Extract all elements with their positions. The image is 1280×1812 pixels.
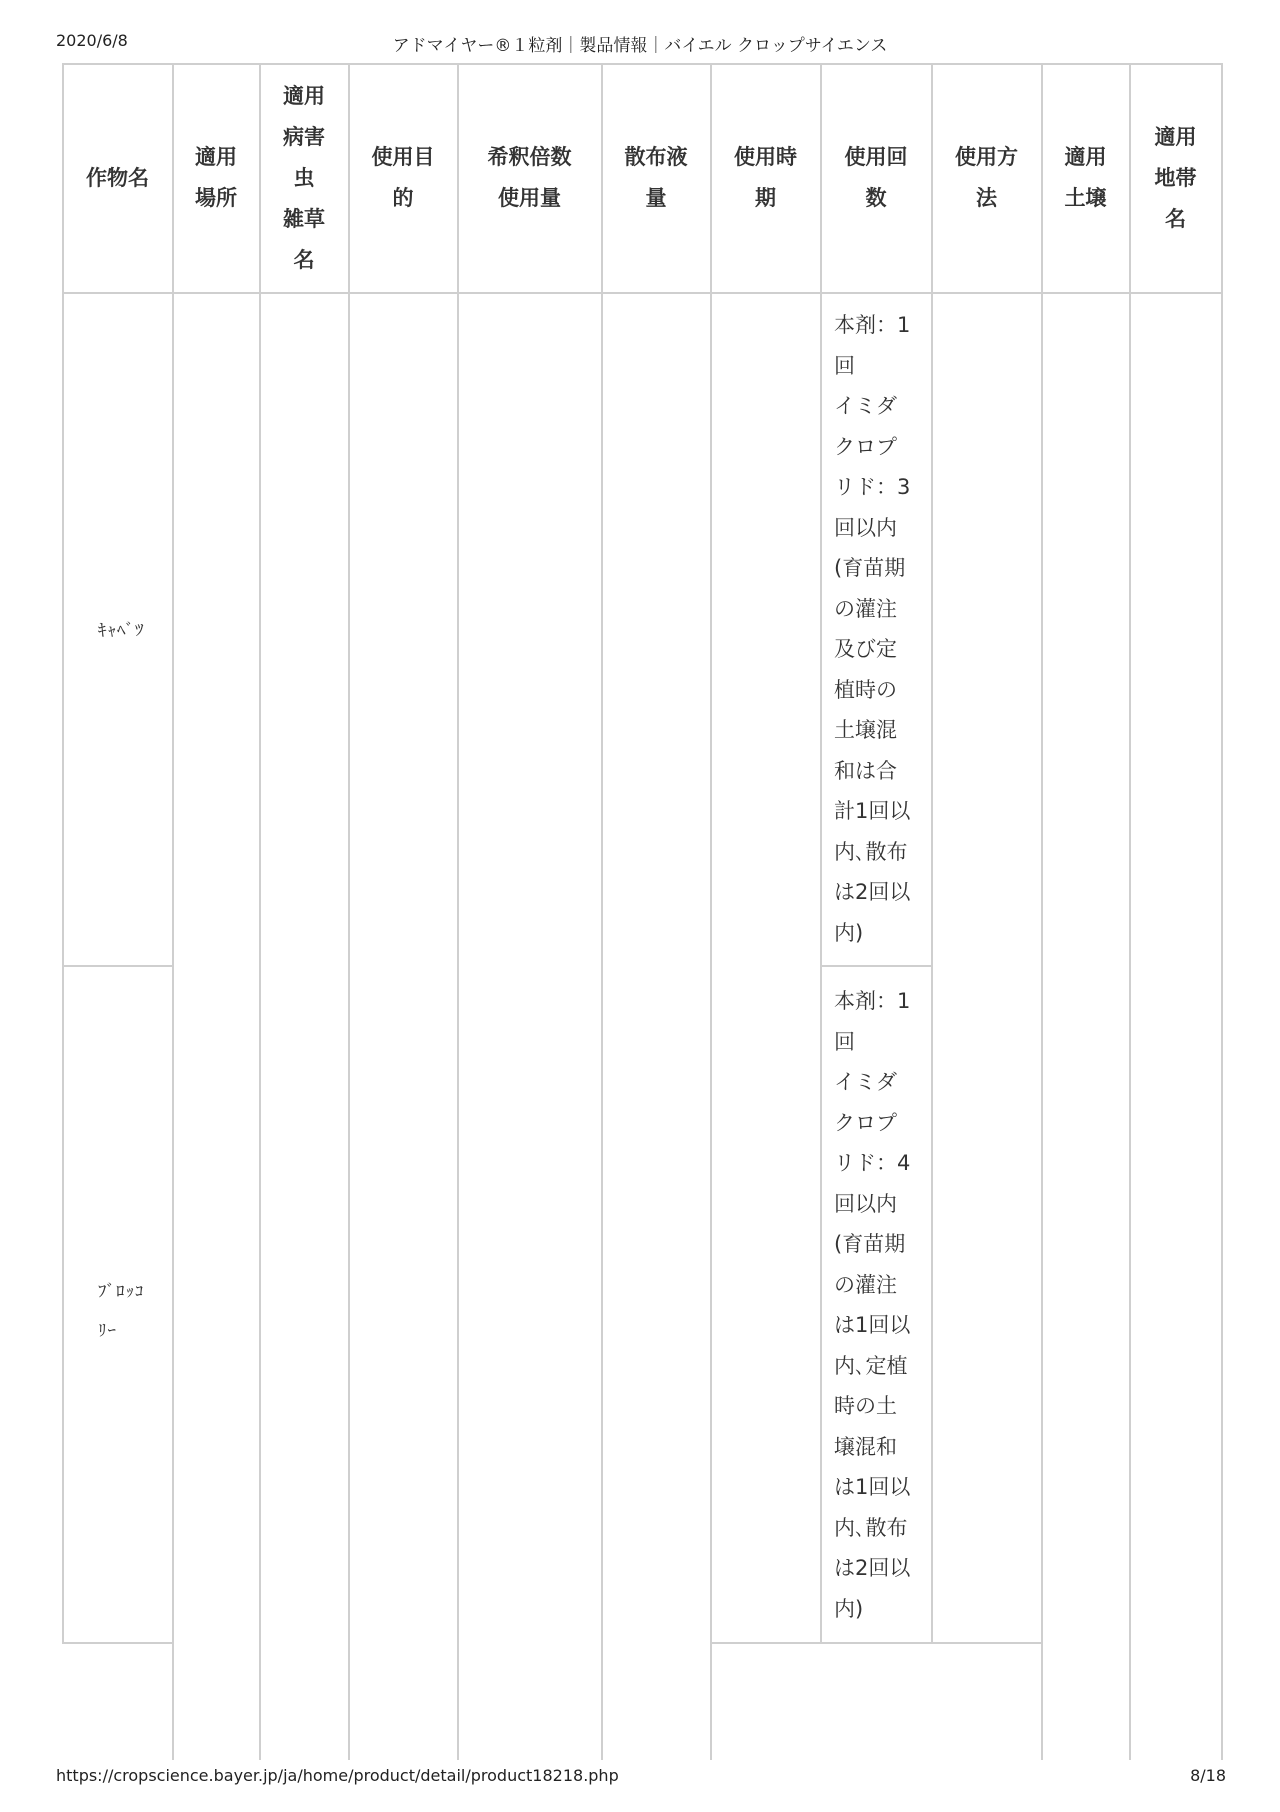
header-pest: 適用 病害 虫 雑草 名	[283, 83, 325, 272]
header-soil: 適用 土壌	[1064, 145, 1107, 210]
col-line-5	[601, 63, 603, 1760]
row-divider-crop-2	[62, 1642, 173, 1644]
crop-name-cabbage: ｷｬﾍﾞﾂ	[98, 621, 145, 641]
header-timing: 使用時 期	[734, 145, 797, 210]
row-divider-mid-2	[710, 1642, 1042, 1644]
col-line-10	[1129, 63, 1131, 1760]
header-count: 使用回 数	[844, 145, 908, 210]
col-line-7	[820, 63, 822, 1643]
crop-name-broccoli-line1: ﾌﾞﾛｯｺ	[98, 1282, 145, 1302]
col-line-1	[172, 63, 174, 1760]
print-date: 2020/6/8	[56, 31, 128, 50]
row-divider-count-1	[820, 965, 932, 967]
header-crop: 作物名	[86, 165, 149, 190]
usage-count-cabbage: 本剤：1 回 イミダ クロプ リド：3 回以内 (育苗期 の灌注 及び定 植時の 土壌混 和は合 計1回以 内､散布 は2回以 内)	[834, 313, 911, 945]
header-divider	[62, 292, 1223, 294]
col-line-6	[710, 63, 712, 1760]
header-spray: 散布液 量	[624, 145, 688, 210]
col-line-4	[457, 63, 459, 1760]
print-page-number: 8/18	[1190, 1766, 1226, 1785]
col-line-2	[259, 63, 261, 1760]
row-divider-crop-1	[62, 965, 173, 967]
col-line-8	[931, 63, 933, 1643]
header-region: 適用 地帯 名	[1154, 124, 1197, 231]
print-url[interactable]: https://cropscience.bayer.jp/ja/home/product/detail/product18218.php	[56, 1766, 619, 1785]
col-line-9	[1041, 63, 1043, 1760]
header-method: 使用方 法	[955, 145, 1018, 210]
col-line-3	[348, 63, 350, 1760]
header-dilution: 希釈倍数 使用量	[487, 145, 572, 210]
print-page-title: アドマイヤー®１粒剤｜製品情報｜バイエル クロップサイエンス	[392, 36, 888, 56]
header-place: 適用 場所	[195, 145, 237, 210]
col-line-11	[1221, 63, 1223, 1760]
col-line-0	[62, 63, 64, 1643]
header-purpose: 使用目 的	[371, 145, 435, 210]
crop-name-broccoli-line2: ﾘｰ	[98, 1321, 117, 1341]
usage-count-broccoli: 本剤：1 回 イミダ クロプ リド：4 回以内 (育苗期 の灌注 は1回以 内､定植 時の土 壌混和 は1回以 内､散布 は2回以 内)	[834, 989, 911, 1621]
